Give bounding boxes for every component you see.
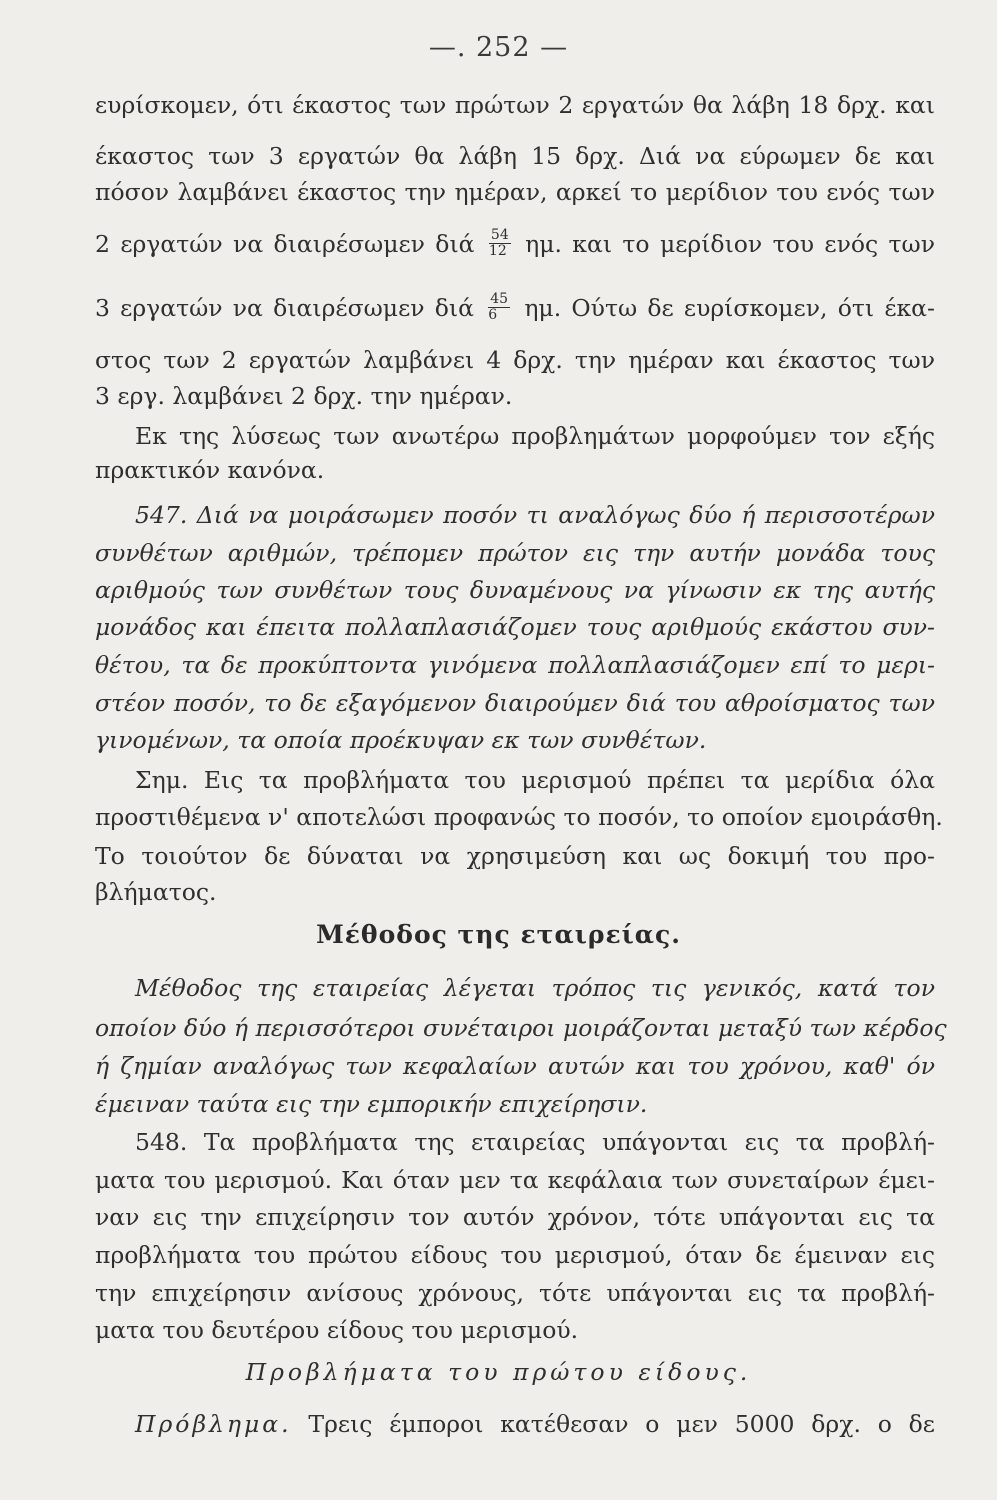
definition-line: ή ζημίαν αναλόγως των κεφαλαίων αυτών και του χρόνου, καθ' όν: [95, 1052, 935, 1080]
subheading: Προβλήματα του πρώτου είδους.: [245, 1358, 752, 1386]
line-text: ημ. και το μερίδιον του ενός των: [525, 230, 935, 258]
problem-label: Πρόβλημα.: [135, 1410, 292, 1438]
fraction-numerator: 45: [490, 291, 509, 307]
text-line-with-fraction: [95, 226, 935, 262]
definition-line: έμειναν ταύτα εις την εμπορικήν επιχείρησιν.: [95, 1090, 648, 1118]
rule-547-line: στέον ποσόν, το δε εξαγόμενον διαιρούμεν διά του αθροίσματος των: [95, 689, 935, 717]
text-line: Εκ της λύσεως των ανωτέρω προβλημάτων μορφούμεν τον εξής: [135, 422, 935, 450]
text-line: πρακτικόν κανόνα.: [95, 456, 325, 484]
text-line: ευρίσκομεν, ότι έκαστος των πρώτων 2 εργατών θα λάβη 18 δρχ. και: [95, 91, 935, 119]
note-line: προστιθέμενα ν' αποτελώσι προφανώς το ποσόν, το οποίον εμοιράσθη.: [95, 803, 943, 831]
rule-547-line: 547. Διά να μοιράσωμεν ποσόν τι αναλόγως δύο ή περισσοτέρων: [135, 501, 935, 529]
rule-547-line: μονάδος και έπειτα πολλαπλασιάζομεν τους αριθμούς εκάστου συν-: [95, 613, 935, 641]
definition-line: Μέθοδος της εταιρείας λέγεται τρόπος τις γενικός, κατά τον: [135, 974, 935, 1002]
paragraph-548-line: την επιχείρησιν ανίσους χρόνους, τότε υπάγονται εις τα προβλή-: [95, 1279, 935, 1307]
fraction-numerator: 54: [490, 227, 509, 243]
line-text: ημ. Ούτω δε ευρίσκομεν, ότι έκα-: [524, 294, 935, 322]
note-line: Σημ. Εις τα προβλήματα του μερισμού πρέπει τα μερίδια όλα: [135, 766, 935, 794]
page-number: —. 252 —: [428, 32, 569, 63]
text-line: πόσον λαμβάνει έκαστος την ημέραν, αρκεί το μερίδιον του ενός των: [95, 178, 935, 206]
rule-547-line: θέτου, τα δε προκύπτοντα γινόμενα πολλαπλασιάζομεν επί το μερι-: [95, 651, 935, 679]
fraction-denominator: 6: [488, 307, 498, 323]
paragraph-548-line: ματα του δευτέρου είδους του μερισμού.: [95, 1316, 579, 1344]
note-line: Το τοιούτον δε δύναται να χρησιμεύση και ως δοκιμή του προ-: [95, 842, 935, 870]
line-text: 3 εργατών να διαιρέσωμεν διά: [95, 294, 475, 322]
note-line: βλήματος.: [95, 878, 217, 906]
section-heading: Μέθοδος της εταιρείας.: [316, 920, 681, 949]
line-text: 2 εργατών να διαιρέσωμεν διά: [95, 230, 475, 258]
problem-line: [135, 1406, 935, 1442]
paragraph-548-line: ναν εις την επιχείρησιν τον αυτόν χρόνον, τότε υπάγονται εις τα: [95, 1203, 935, 1231]
fraction: [489, 228, 511, 259]
rule-547-line: συνθέτων αριθμών, τρέπομεν πρώτον εις την αυτήν μονάδα τους: [95, 539, 935, 567]
paragraph-548-line: 548. Τα προβλήματα της εταιρείας υπάγονται εις τα προβλή-: [135, 1128, 935, 1156]
rule-547-line: γινομένων, τα οποία προέκυψαν εκ των συνθέτων.: [95, 726, 707, 754]
definition-line: οποίον δύο ή περισσότεροι συνέταιροι μοιράζονται μεταξύ των κέρδος: [95, 1014, 947, 1042]
text-line-with-fraction: [95, 290, 935, 326]
fraction: [488, 292, 510, 323]
text-line: έκαστος των 3 εργατών θα λάβη 15 δρχ. Διά να εύρωμεν δε και: [95, 142, 935, 170]
paragraph-548-line: προβλήματα του πρώτου είδους του μερισμού, όταν δε έμειναν εις: [95, 1241, 935, 1269]
text-line: 3 εργ. λαμβάνει 2 δρχ. την ημέραν.: [95, 382, 513, 410]
fraction-denominator: 12: [488, 243, 507, 259]
text-line: στος των 2 εργατών λαμβάνει 4 δρχ. την ημέραν και έκαστος των: [95, 346, 935, 374]
problem-text: Τρεις έμποροι κατέθεσαν ο μεν 5000 δρχ. ο δε: [308, 1410, 935, 1438]
rule-547-line: αριθμούς των συνθέτων τους δυναμένους να γίνωσιν εκ της αυτής: [95, 576, 935, 604]
paragraph-548-line: ματα του μερισμού. Και όταν μεν τα κεφάλαια των συνεταίρων έμει-: [95, 1166, 935, 1194]
